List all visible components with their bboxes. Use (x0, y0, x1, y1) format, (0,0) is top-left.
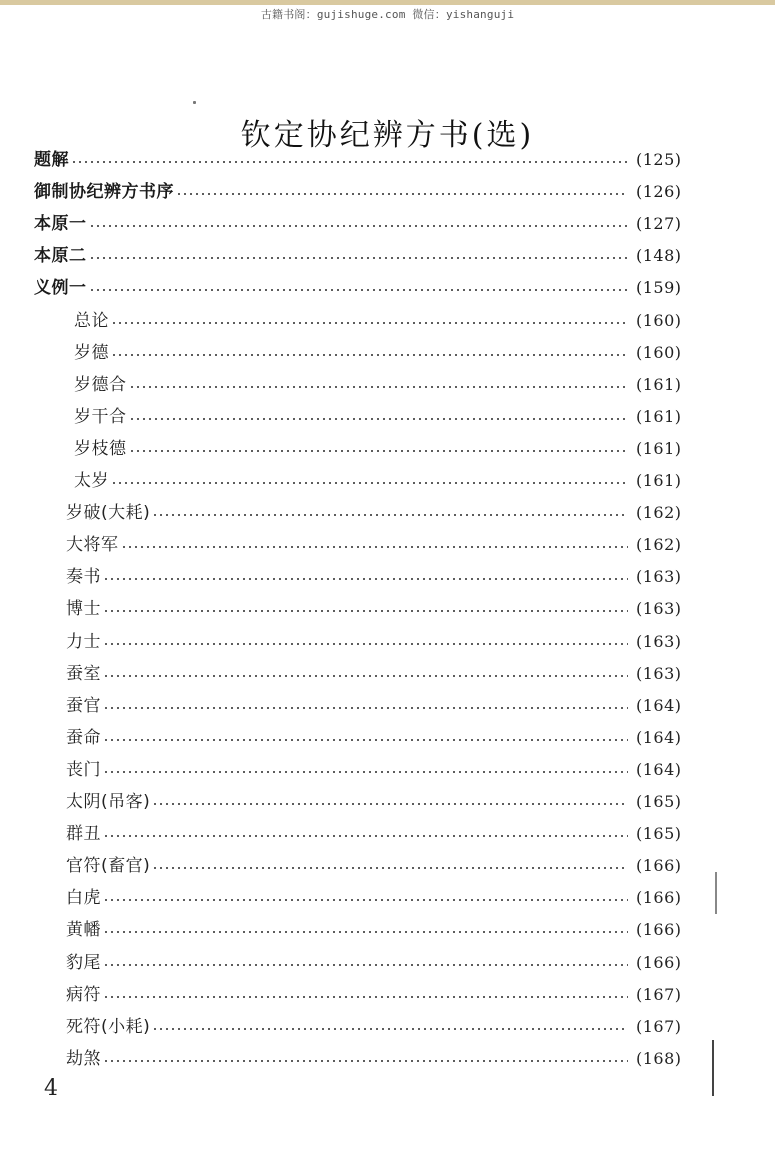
toc-entry-page: (161) (636, 374, 682, 394)
toc-entry[interactable] (66, 1045, 692, 1073)
toc-entry-title: 大将军 (66, 535, 119, 556)
toc-entry-page: (161) (636, 406, 682, 426)
toc-entry-page: (148) (636, 246, 682, 266)
toc-entry-page: (166) (636, 888, 682, 908)
toc-entry[interactable] (66, 724, 692, 752)
toc-entry-title: 岁枝德 (74, 438, 127, 459)
dot-leader (103, 578, 628, 580)
dot-leader (121, 546, 629, 548)
toc-entry-page: (164) (636, 695, 682, 715)
toc-entry[interactable] (74, 403, 692, 431)
dot-leader (129, 450, 629, 452)
toc-entry[interactable] (74, 467, 692, 495)
toc-entry-title: 丧门 (66, 759, 101, 780)
toc-entry-title: 蚕命 (66, 727, 101, 748)
toc-entry[interactable] (66, 820, 692, 848)
toc-entry[interactable] (66, 660, 692, 688)
toc-entry[interactable] (74, 371, 692, 399)
toc-entry-title: 蚕室 (66, 663, 101, 684)
dot-leader (89, 225, 629, 227)
toc-entry-page: (159) (636, 278, 682, 298)
toc-entry-page: (163) (636, 663, 682, 683)
toc-entry-page: (161) (636, 471, 682, 490)
toc-entry[interactable] (66, 563, 692, 591)
toc-entry-title: 总论 (74, 310, 109, 331)
dot-leader (71, 161, 628, 163)
toc-entry-title: 蚕官 (66, 695, 101, 716)
dot-leader (152, 1028, 628, 1030)
scan-speck (193, 101, 196, 104)
toc-entry-title: 奏书 (66, 567, 101, 588)
dot-leader (103, 675, 628, 677)
toc-entry-page: (160) (636, 342, 682, 362)
toc-entry-title: 官符(畜官) (66, 856, 151, 877)
toc-entry-page: (160) (636, 310, 682, 330)
toc-entry-title: 劫煞 (66, 1048, 101, 1069)
toc-entry-title: 太岁 (74, 471, 109, 491)
toc-entry[interactable] (34, 178, 692, 206)
toc-entry[interactable] (74, 339, 692, 367)
toc-entry[interactable] (34, 146, 692, 174)
dot-leader (103, 643, 628, 645)
toc-entry[interactable] (66, 852, 692, 880)
dot-leader (103, 739, 628, 741)
top-border-band (0, 0, 775, 5)
toc-entry[interactable] (66, 756, 692, 784)
toc-entry-title: 岁破(大耗) (66, 503, 151, 524)
toc-entry[interactable] (66, 531, 692, 559)
toc-entry[interactable] (34, 242, 692, 270)
toc-entry-title: 题解 (34, 150, 69, 170)
toc-entry-title: 白虎 (66, 888, 101, 909)
toc-entry-page: (167) (636, 984, 682, 1004)
toc-entry-title: 病符 (66, 984, 101, 1005)
dot-leader (152, 867, 628, 869)
toc-entry-page: (161) (636, 438, 682, 458)
toc-entry-page: (126) (636, 182, 682, 202)
watermark: 古籍书阁：gujishuge.com 微信：yishanguji (260, 8, 515, 21)
dot-leader (103, 707, 628, 709)
toc-entry-page: (162) (636, 535, 682, 555)
dot-leader (129, 386, 629, 388)
dot-leader (103, 899, 628, 901)
toc-entry-title: 本原二 (34, 246, 87, 267)
toc-entry-page: (164) (636, 759, 682, 779)
dot-leader (111, 482, 628, 484)
toc-entry[interactable] (66, 499, 692, 527)
toc-entry[interactable] (66, 628, 692, 656)
dot-leader (103, 771, 628, 773)
dot-leader (103, 1060, 628, 1062)
toc-entry-page: (163) (636, 631, 682, 651)
dot-leader (103, 835, 628, 837)
toc-entry-page: (125) (636, 150, 682, 169)
toc-entry-title: 岁德 (74, 342, 109, 363)
dot-leader (103, 964, 628, 966)
toc-entry-page: (168) (636, 1048, 682, 1068)
toc-entry[interactable] (34, 210, 692, 238)
dot-leader (152, 514, 628, 516)
toc-entry-title: 御制协纪辨方书序 (34, 182, 174, 203)
toc-entry-title: 岁德合 (74, 374, 127, 395)
toc-entry-title: 死符(小耗) (66, 1016, 151, 1037)
toc-entry[interactable] (66, 949, 692, 977)
toc-entry-page: (163) (636, 567, 682, 587)
dot-leader (89, 289, 629, 291)
toc-entry-page: (166) (636, 856, 682, 876)
toc-entry[interactable] (66, 1013, 692, 1041)
dot-leader (111, 322, 628, 324)
page-title: 钦定协纪辨方书(选) (240, 118, 535, 153)
toc-entry[interactable] (66, 788, 692, 816)
toc-entry-title: 太阴(吊客) (66, 792, 151, 812)
toc-entry[interactable] (66, 692, 692, 720)
toc-entry-page: (167) (636, 1016, 682, 1036)
toc-entry-page: (166) (636, 952, 682, 972)
toc-entry[interactable] (74, 435, 692, 463)
toc-entry-page: (165) (636, 792, 682, 811)
toc-entry-page: (164) (636, 727, 682, 747)
dot-leader (129, 418, 629, 420)
toc-entry-title: 本原一 (34, 214, 87, 235)
scan-edge-mark (712, 1040, 714, 1096)
toc-entry[interactable] (34, 274, 692, 302)
toc-entry[interactable] (66, 595, 692, 623)
dot-leader (103, 931, 628, 933)
toc-entry[interactable] (66, 916, 692, 944)
toc-entry-title: 博士 (66, 599, 101, 620)
toc-entry-title: 力士 (66, 631, 101, 652)
toc-entry-title: 黄幡 (66, 920, 101, 941)
scan-edge-mark (715, 872, 717, 914)
toc-entry[interactable] (66, 884, 692, 912)
toc-entry-page: (163) (636, 599, 682, 619)
toc-entry-title: 群丑 (66, 824, 101, 845)
toc-entry-page: (166) (636, 920, 682, 940)
toc-entry-title: 豹尾 (66, 952, 101, 973)
dot-leader (103, 610, 628, 612)
toc-entry-title: 岁干合 (74, 406, 127, 427)
page-number: 4 (44, 1076, 58, 1101)
dot-leader (103, 996, 628, 998)
toc-entry-page: (127) (636, 214, 682, 234)
toc-entry-page: (165) (636, 824, 682, 844)
toc-entry[interactable] (66, 981, 692, 1009)
toc-entry-page: (162) (636, 503, 682, 523)
dot-leader (152, 803, 628, 805)
dot-leader (111, 354, 628, 356)
dot-leader (89, 257, 629, 259)
toc-entry-title: 义例一 (34, 278, 87, 299)
toc-entry[interactable] (74, 307, 692, 335)
dot-leader (176, 193, 628, 195)
